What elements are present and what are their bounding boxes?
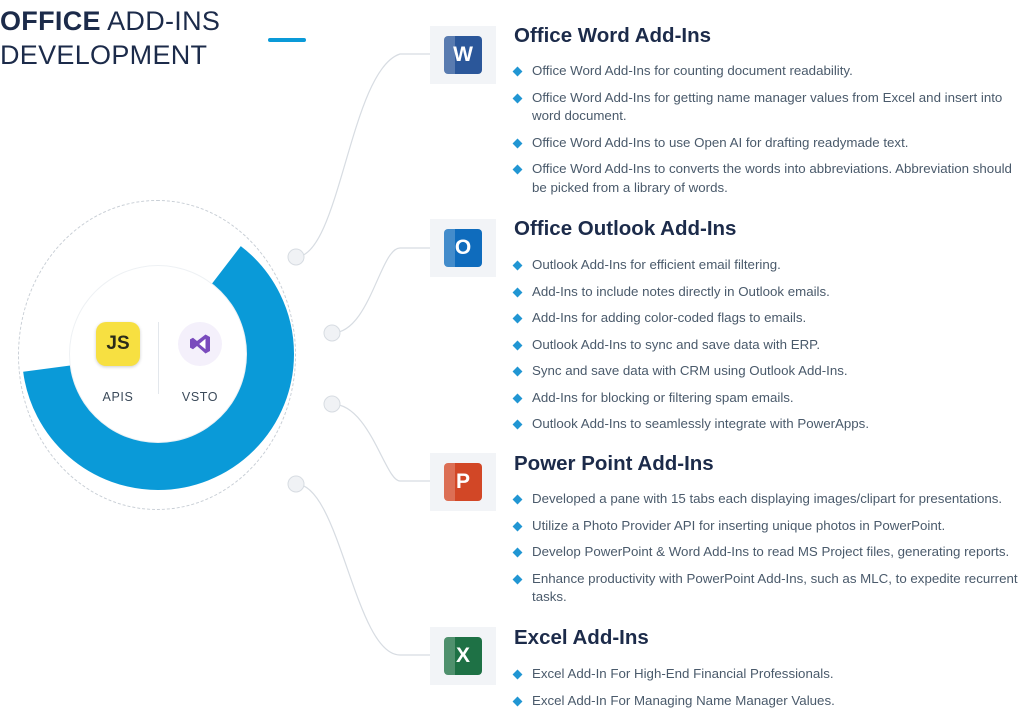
addins-hub-graphic bbox=[8, 190, 308, 540]
connector-node bbox=[324, 325, 340, 341]
list-item: Sync and save data with CRM using Outlook Add-Ins. bbox=[514, 362, 1024, 381]
vsto-label: VSTO bbox=[181, 390, 219, 404]
microsoft-excel-icon bbox=[444, 637, 482, 675]
list-item: Excel Add-In For High-End Financial Professionals. bbox=[514, 665, 1024, 684]
list-item: Office Word Add-Ins for getting name manager values from Excel and insert into word document. bbox=[514, 89, 1024, 126]
list-item: Outlook Add-Ins for efficient email filtering. bbox=[514, 256, 1024, 275]
list-item: Office Word Add-Ins for counting document readability. bbox=[514, 62, 1024, 81]
connector-node bbox=[324, 396, 340, 412]
list-item: Develop PowerPoint & Word Add-Ins to read MS Project files, generating reports. bbox=[514, 543, 1024, 562]
list-item: Office Word Add-Ins to converts the words into abbreviations. Abbreviation should be picked from a library of words. bbox=[514, 160, 1024, 197]
word-icon-bar bbox=[444, 36, 455, 74]
microsoft-excel-icon-tile bbox=[430, 627, 496, 685]
list-item: Add-Ins for blocking or filtering spam emails. bbox=[514, 389, 1024, 408]
list-item: Outlook Add-Ins to sync and save data with ERP. bbox=[514, 336, 1024, 355]
bullet-list-word bbox=[514, 62, 1024, 205]
microsoft-outlook-icon-tile bbox=[430, 219, 496, 277]
microsoft-powerpoint-icon bbox=[444, 463, 482, 501]
excel-icon-bar bbox=[444, 637, 455, 675]
microsoft-outlook-icon bbox=[444, 229, 482, 267]
list-item: Office Word Add-Ins to use Open AI for drafting readymade text. bbox=[514, 134, 1024, 153]
visual-studio-icon bbox=[178, 322, 222, 366]
bullet-list-excel bbox=[514, 665, 1024, 718]
excel-icon-glyph: X bbox=[455, 644, 470, 667]
microsoft-powerpoint-icon-tile bbox=[430, 453, 496, 511]
list-item: Developed a pane with 15 tabs each displaying images/clipart for presentations. bbox=[514, 490, 1024, 509]
list-item: Enhance productivity with PowerPoint Add-Ins, such as MLC, to expedite recurrent tasks. bbox=[514, 570, 1024, 607]
title-word-office: OFFICE bbox=[0, 6, 101, 36]
list-item: Add-Ins to include notes directly in Outlook emails. bbox=[514, 283, 1024, 302]
section-title-excel: Excel Add-Ins bbox=[514, 626, 649, 649]
powerpoint-icon-glyph: P bbox=[455, 470, 470, 493]
center-divider bbox=[158, 322, 159, 394]
javascript-icon-glyph: JS bbox=[106, 333, 130, 354]
list-item: Outlook Add-Ins to seamlessly integrate with PowerApps. bbox=[514, 415, 1024, 434]
title-line-2: DEVELOPMENT bbox=[0, 40, 208, 70]
list-item: Utilize a Photo Provider API for inserting unique photos in PowerPoint. bbox=[514, 517, 1024, 536]
javascript-icon bbox=[96, 322, 140, 366]
list-item: Add-Ins for adding color-coded flags to emails. bbox=[514, 309, 1024, 328]
bullet-list-outlook bbox=[514, 256, 1024, 442]
outlook-icon-glyph: O bbox=[454, 236, 472, 259]
title-word-addins: ADD-INS bbox=[100, 6, 221, 36]
section-title-powerpoint: Power Point Add-Ins bbox=[514, 452, 714, 475]
list-item: Excel Add-In For Managing Name Manager Values. bbox=[514, 692, 1024, 711]
apis-label: APIS bbox=[102, 390, 134, 404]
word-icon-glyph: W bbox=[453, 43, 473, 66]
title-line-1 bbox=[0, 4, 330, 38]
section-title-outlook: Office Outlook Add-Ins bbox=[514, 217, 737, 240]
bullet-list-powerpoint bbox=[514, 490, 1024, 615]
microsoft-word-icon-tile bbox=[430, 26, 496, 84]
microsoft-word-icon bbox=[444, 36, 482, 74]
powerpoint-icon-bar bbox=[444, 463, 455, 501]
visual-studio-icon-svg bbox=[188, 332, 212, 356]
title-accent-underline bbox=[268, 38, 306, 42]
outlook-icon-bar bbox=[444, 229, 455, 267]
section-title-word: Office Word Add-Ins bbox=[514, 24, 712, 47]
